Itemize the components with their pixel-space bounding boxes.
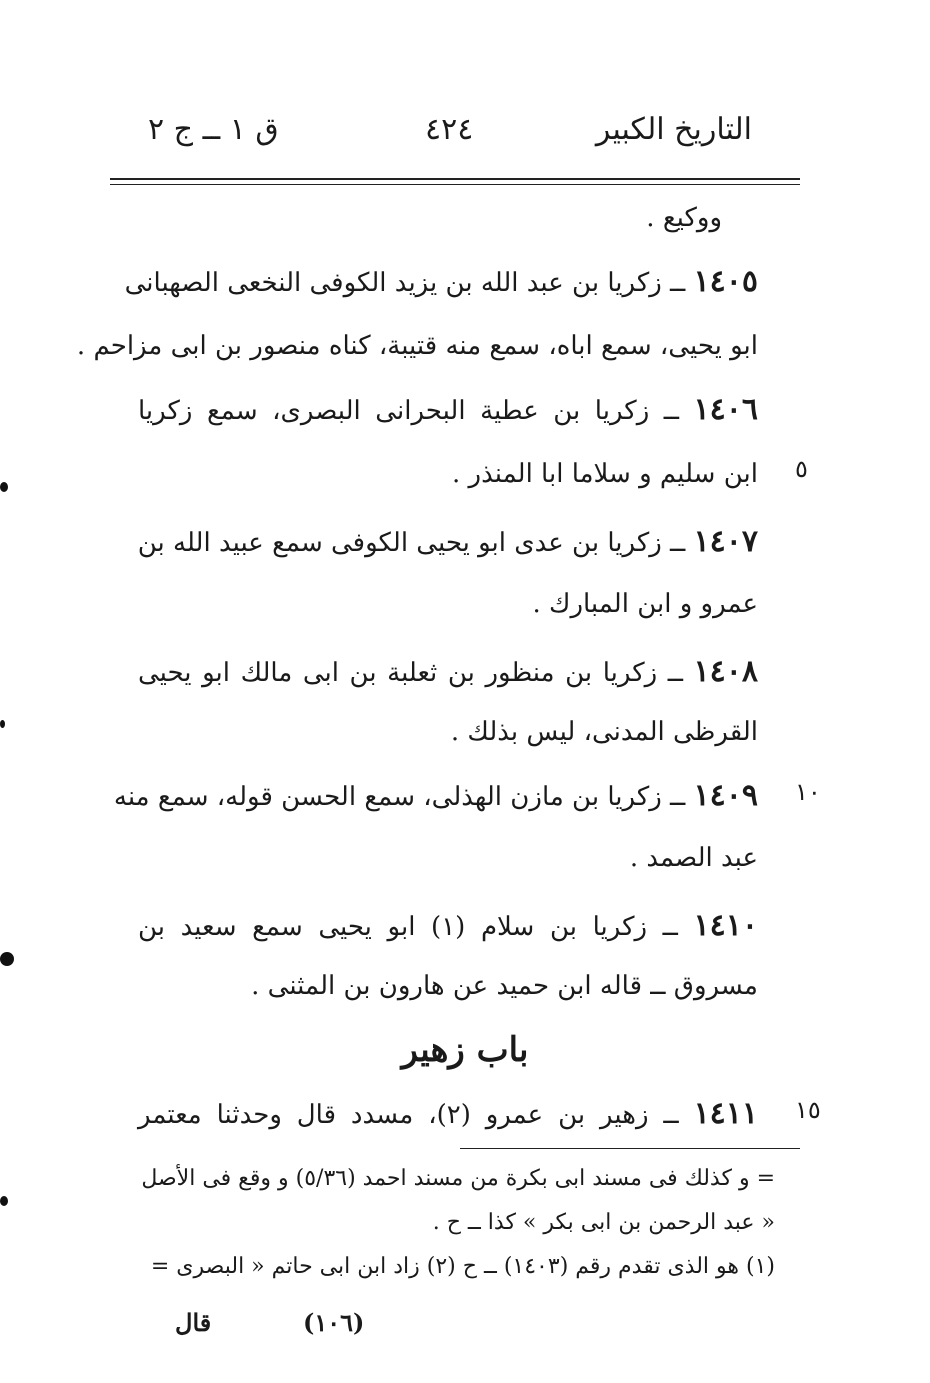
entry-1410: ١٤١٠ ــ زكريا بن سلام (١) ابو يحيى سمع سعيد بن xyxy=(138,908,758,943)
running-title: التاريخ الكبير xyxy=(595,112,752,147)
footnote-line: « عبد الرحمن بن ابى بكر » كذا ــ ح . xyxy=(432,1210,775,1235)
margin-line-number: ١٠ xyxy=(795,778,821,806)
section-heading: باب زهير xyxy=(401,1030,529,1070)
text-line: القرظى المدنى، ليس بذلك . xyxy=(450,717,758,747)
text-line: عبد الصمد . xyxy=(629,843,758,873)
printer-signature: (١٠٦) xyxy=(303,1308,365,1337)
text-line: مسروق ــ قاله ابن حميد عن هارون بن المثنى . xyxy=(251,971,758,1001)
page-number: ٤٢٤ xyxy=(425,112,474,147)
footnote-line: = و كذلك فى مسند ابى بكرة من مسند احمد (٥/٣٦) و وقع فى الأصل xyxy=(141,1166,775,1191)
scan-edge-mark xyxy=(0,482,8,492)
entry-number: ١٤٠٧ xyxy=(693,524,758,559)
header-rule-thin xyxy=(110,184,800,185)
margin-line-number: ٥ xyxy=(795,455,808,483)
header-rule xyxy=(110,178,800,180)
entry-1406: ١٤٠٦ ــ زكريا بن عطية البحرانى البصرى، سمع زكريا xyxy=(138,392,758,427)
footnote-line: (١) هو الذى تقدم رقم (١٤٠٣) ــ ح (٢) زاد ابن ابى حاتم « البصرى = xyxy=(150,1254,775,1279)
catchword: قال xyxy=(175,1308,212,1337)
entry-number: ١٤٠٦ xyxy=(693,392,758,427)
entry-1407: ١٤٠٧ ــ زكريا بن عدى ابو يحيى الكوفى سمع عبيد الله بن xyxy=(137,524,758,559)
entry-number: ١٤٠٩ xyxy=(693,778,758,813)
entry-number: ١٤١١ xyxy=(693,1096,759,1131)
entry-number: ١٤٠٨ xyxy=(693,654,758,689)
margin-line-number: ١٥ xyxy=(795,1096,821,1124)
entry-1409: ١٤٠٩ ــ زكريا بن مازن الهذلى، سمع الحسن قوله، سمع منه xyxy=(113,778,758,813)
text-line: ووكيع . xyxy=(646,203,722,233)
entry-1405: ١٤٠٥ ــ زكريا بن عبد الله بن يزيد الكوفى النخعى الصهبانى xyxy=(124,264,758,299)
entry-number: ١٤٠٥ xyxy=(693,264,758,299)
volume-marker: ق ١ ــ ج ٢ xyxy=(148,112,279,147)
scan-edge-mark xyxy=(0,1196,8,1206)
entry-number: ١٤١٠ xyxy=(693,908,758,943)
text-line: ابو يحيى، سمع اباه، سمع منه قتيبة، كناه منصور بن ابى مزاحم . xyxy=(76,331,758,361)
scan-edge-mark xyxy=(0,720,5,728)
entry-1411: ١٤١١ ــ زهير بن عمرو (٢)، مسدد قال وحدثنا معتمر xyxy=(138,1096,759,1131)
scan-edge-mark xyxy=(0,952,14,966)
text-line: عمرو و ابن المبارك . xyxy=(532,589,758,619)
entry-1408: ١٤٠٨ ــ زكريا بن منظور بن ثعلبة بن ابى مالك ابو يحيى xyxy=(138,654,758,689)
text-line: ابن سليم و سلاما ابا المنذر . xyxy=(452,459,758,489)
footnote-rule xyxy=(460,1148,800,1149)
